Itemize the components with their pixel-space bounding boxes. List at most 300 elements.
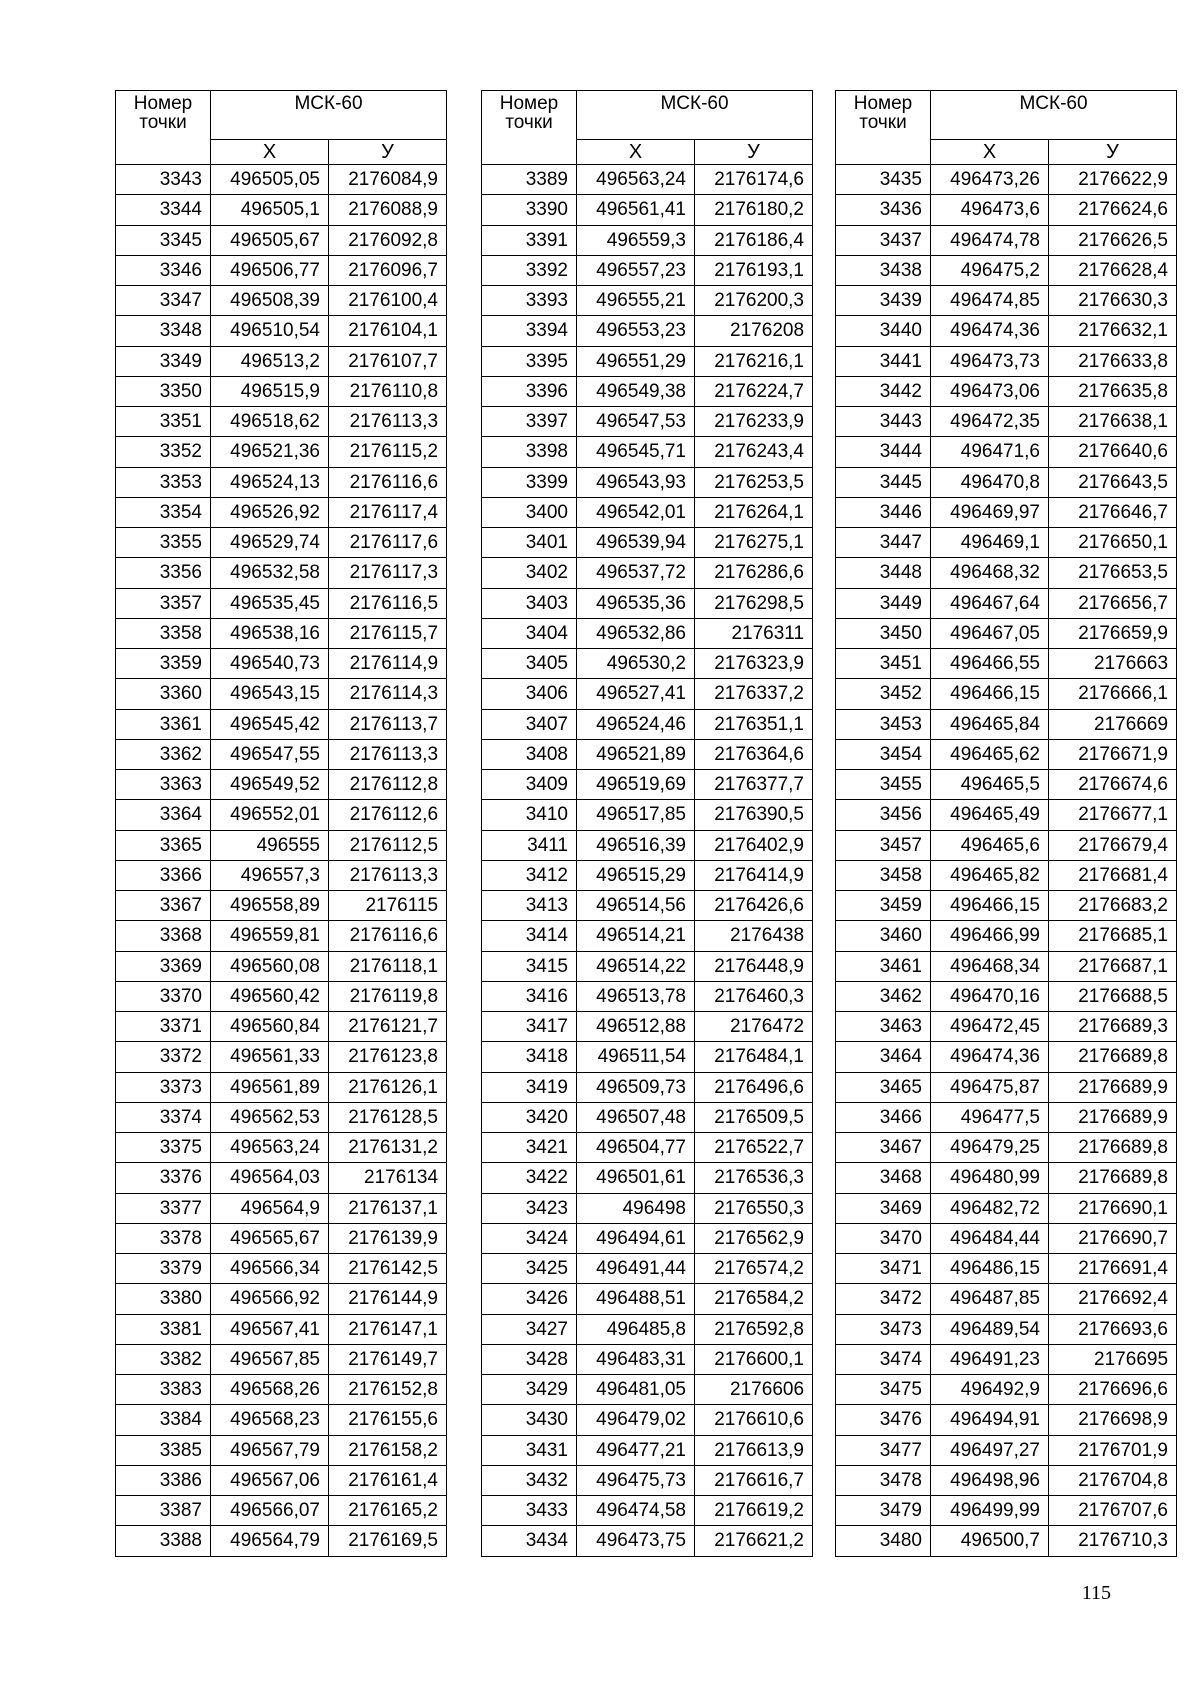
table-row bbox=[836, 1102, 1177, 1132]
x-value-cell: 496465,5 bbox=[931, 770, 1049, 800]
y-value-cell: 2176671,9 bbox=[1049, 739, 1177, 769]
y-value-cell: 2176677,1 bbox=[1049, 800, 1177, 830]
x-value-cell: 496532,86 bbox=[577, 618, 695, 648]
y-value-cell: 2176139,9 bbox=[329, 1223, 447, 1253]
y-value-cell: 2176638,1 bbox=[1049, 407, 1177, 437]
x-value-cell: 496471,6 bbox=[931, 437, 1049, 467]
x-value-cell: 496469,1 bbox=[931, 528, 1049, 558]
x-value-cell: 496568,23 bbox=[211, 1405, 329, 1435]
point-number-cell: 3424 bbox=[482, 1223, 577, 1253]
x-value-cell: 496521,89 bbox=[577, 739, 695, 769]
point-number-cell: 3366 bbox=[116, 860, 211, 890]
x-value-cell: 496473,75 bbox=[577, 1526, 695, 1556]
y-column-header: У bbox=[329, 140, 447, 165]
point-number-cell: 3346 bbox=[116, 255, 211, 285]
x-value-cell: 496479,25 bbox=[931, 1133, 1049, 1163]
x-value-cell: 496483,31 bbox=[577, 1344, 695, 1374]
point-header-line2: точки bbox=[859, 112, 907, 133]
point-number-cell: 3427 bbox=[482, 1314, 577, 1344]
point-number-cell: 3407 bbox=[482, 709, 577, 739]
y-value-cell: 2176689,9 bbox=[1049, 1102, 1177, 1132]
table-row bbox=[836, 1435, 1177, 1465]
x-value-cell: 496551,29 bbox=[577, 346, 695, 376]
x-value-cell: 496465,62 bbox=[931, 739, 1049, 769]
point-number-cell: 3413 bbox=[482, 891, 577, 921]
x-value-cell: 496559,3 bbox=[577, 225, 695, 255]
point-number-cell: 3411 bbox=[482, 830, 577, 860]
x-value-cell: 496474,36 bbox=[931, 316, 1049, 346]
y-value-cell: 2176689,3 bbox=[1049, 1012, 1177, 1042]
y-value-cell: 2176630,3 bbox=[1049, 286, 1177, 316]
table-row bbox=[836, 497, 1177, 527]
y-value-cell: 2176622,9 bbox=[1049, 165, 1177, 195]
point-number-cell: 3353 bbox=[116, 467, 211, 497]
point-number-cell: 3418 bbox=[482, 1042, 577, 1072]
point-number-cell: 3368 bbox=[116, 921, 211, 951]
y-value-cell: 2176113,7 bbox=[329, 709, 447, 739]
point-number-cell: 3398 bbox=[482, 437, 577, 467]
x-value-cell: 496505,1 bbox=[211, 195, 329, 225]
y-value-cell: 2176088,9 bbox=[329, 195, 447, 225]
point-number-header bbox=[836, 91, 931, 165]
table-row bbox=[482, 830, 813, 860]
x-value-cell: 496475,87 bbox=[931, 1072, 1049, 1102]
coordinate-table bbox=[481, 90, 813, 1557]
table-row bbox=[836, 1465, 1177, 1495]
table-row bbox=[116, 1102, 447, 1132]
y-value-cell: 2176659,9 bbox=[1049, 618, 1177, 648]
table-row bbox=[836, 860, 1177, 890]
y-value-cell: 2176100,4 bbox=[329, 286, 447, 316]
table-row bbox=[116, 1284, 447, 1314]
x-value-cell: 496529,74 bbox=[211, 528, 329, 558]
y-value-cell: 2176628,4 bbox=[1049, 255, 1177, 285]
point-number-cell: 3399 bbox=[482, 467, 577, 497]
point-number-cell: 3461 bbox=[836, 951, 931, 981]
x-value-cell: 496508,39 bbox=[211, 286, 329, 316]
y-value-cell: 2176107,7 bbox=[329, 346, 447, 376]
y-value-cell: 2176116,6 bbox=[329, 467, 447, 497]
point-number-cell: 3469 bbox=[836, 1193, 931, 1223]
x-value-cell: 496484,44 bbox=[931, 1223, 1049, 1253]
y-value-cell: 2176619,2 bbox=[695, 1496, 813, 1526]
table-row bbox=[116, 558, 447, 588]
x-value-cell: 496542,01 bbox=[577, 497, 695, 527]
point-number-cell: 3378 bbox=[116, 1223, 211, 1253]
table-row bbox=[482, 376, 813, 406]
point-number-cell: 3406 bbox=[482, 679, 577, 709]
x-value-cell: 496565,67 bbox=[211, 1223, 329, 1253]
point-number-cell: 3476 bbox=[836, 1405, 931, 1435]
point-number-cell: 3458 bbox=[836, 860, 931, 890]
x-value-cell: 496470,8 bbox=[931, 467, 1049, 497]
y-value-cell: 2176137,1 bbox=[329, 1193, 447, 1223]
table-row bbox=[836, 1284, 1177, 1314]
point-number-cell: 3439 bbox=[836, 286, 931, 316]
y-value-cell: 2176128,5 bbox=[329, 1102, 447, 1132]
table-row bbox=[116, 195, 447, 225]
coordinate-table bbox=[835, 90, 1177, 1557]
y-value-cell: 2176131,2 bbox=[329, 1133, 447, 1163]
table-row bbox=[836, 467, 1177, 497]
point-number-cell: 3472 bbox=[836, 1284, 931, 1314]
coordinate-table bbox=[115, 90, 447, 1557]
table-row bbox=[482, 588, 813, 618]
x-value-cell: 496566,92 bbox=[211, 1284, 329, 1314]
table-row bbox=[482, 1012, 813, 1042]
x-column-header: Х bbox=[931, 140, 1049, 165]
point-header-line2: точки bbox=[505, 112, 553, 133]
x-value-cell: 496474,36 bbox=[931, 1042, 1049, 1072]
y-value-cell: 2176460,3 bbox=[695, 981, 813, 1011]
y-value-cell: 2176121,7 bbox=[329, 1012, 447, 1042]
table-row bbox=[482, 497, 813, 527]
y-value-cell: 2176683,2 bbox=[1049, 891, 1177, 921]
table-row bbox=[482, 921, 813, 951]
y-value-cell: 2176536,3 bbox=[695, 1163, 813, 1193]
point-number-cell: 3419 bbox=[482, 1072, 577, 1102]
x-value-cell: 496567,79 bbox=[211, 1435, 329, 1465]
y-value-cell: 2176650,1 bbox=[1049, 528, 1177, 558]
x-value-cell: 496477,21 bbox=[577, 1435, 695, 1465]
x-value-cell: 496518,62 bbox=[211, 407, 329, 437]
y-value-cell: 2176689,8 bbox=[1049, 1163, 1177, 1193]
table-row bbox=[116, 467, 447, 497]
y-value-cell: 2176688,5 bbox=[1049, 981, 1177, 1011]
point-number-cell: 3431 bbox=[482, 1435, 577, 1465]
table-row bbox=[482, 891, 813, 921]
y-value-cell: 2176144,9 bbox=[329, 1284, 447, 1314]
table-row bbox=[482, 1465, 813, 1495]
point-number-cell: 3435 bbox=[836, 165, 931, 195]
y-value-cell: 2176174,6 bbox=[695, 165, 813, 195]
y-value-cell: 2176613,9 bbox=[695, 1435, 813, 1465]
x-value-cell: 496500,7 bbox=[931, 1526, 1049, 1556]
y-value-cell: 2176653,5 bbox=[1049, 558, 1177, 588]
y-value-cell: 2176155,6 bbox=[329, 1405, 447, 1435]
y-value-cell: 2176509,5 bbox=[695, 1102, 813, 1132]
y-value-cell: 2176377,7 bbox=[695, 770, 813, 800]
x-value-cell: 496535,36 bbox=[577, 588, 695, 618]
table-row bbox=[836, 679, 1177, 709]
y-value-cell: 2176666,1 bbox=[1049, 679, 1177, 709]
x-value-cell: 496513,2 bbox=[211, 346, 329, 376]
x-value-cell: 496510,54 bbox=[211, 316, 329, 346]
y-value-cell: 2176117,6 bbox=[329, 528, 447, 558]
table-row bbox=[836, 346, 1177, 376]
x-value-cell: 496481,05 bbox=[577, 1375, 695, 1405]
point-number-cell: 3479 bbox=[836, 1496, 931, 1526]
x-value-cell: 496549,38 bbox=[577, 376, 695, 406]
x-value-cell: 496514,22 bbox=[577, 951, 695, 981]
y-value-cell: 2176113,3 bbox=[329, 860, 447, 890]
table-row bbox=[116, 709, 447, 739]
table-row bbox=[116, 830, 447, 860]
table-row bbox=[116, 649, 447, 679]
x-value-cell: 496557,3 bbox=[211, 860, 329, 890]
point-number-cell: 3463 bbox=[836, 1012, 931, 1042]
y-value-cell: 2176640,6 bbox=[1049, 437, 1177, 467]
x-value-cell: 496474,85 bbox=[931, 286, 1049, 316]
point-number-cell: 3465 bbox=[836, 1072, 931, 1102]
point-number-cell: 3425 bbox=[482, 1254, 577, 1284]
x-value-cell: 496557,23 bbox=[577, 255, 695, 285]
point-number-cell: 3367 bbox=[116, 891, 211, 921]
point-number-cell: 3402 bbox=[482, 558, 577, 588]
x-value-cell: 496466,99 bbox=[931, 921, 1049, 951]
table-row bbox=[116, 618, 447, 648]
y-value-cell: 2176600,1 bbox=[695, 1344, 813, 1374]
y-value-cell: 2176112,5 bbox=[329, 830, 447, 860]
point-number-cell: 3348 bbox=[116, 316, 211, 346]
point-number-cell: 3433 bbox=[482, 1496, 577, 1526]
point-number-cell: 3388 bbox=[116, 1526, 211, 1556]
x-value-cell: 496469,97 bbox=[931, 497, 1049, 527]
x-value-cell: 496474,78 bbox=[931, 225, 1049, 255]
y-value-cell: 2176200,3 bbox=[695, 286, 813, 316]
x-value-cell: 496563,24 bbox=[577, 165, 695, 195]
x-value-cell: 496530,2 bbox=[577, 649, 695, 679]
y-value-cell: 2176096,7 bbox=[329, 255, 447, 285]
point-number-cell: 3444 bbox=[836, 437, 931, 467]
table-row bbox=[482, 528, 813, 558]
x-value-cell: 496504,77 bbox=[577, 1133, 695, 1163]
point-number-cell: 3385 bbox=[116, 1435, 211, 1465]
x-value-cell: 496514,56 bbox=[577, 891, 695, 921]
x-value-cell: 496473,26 bbox=[931, 165, 1049, 195]
y-value-cell: 2176286,6 bbox=[695, 558, 813, 588]
point-number-cell: 3376 bbox=[116, 1163, 211, 1193]
table-row bbox=[836, 1254, 1177, 1284]
table-row bbox=[482, 981, 813, 1011]
x-value-cell: 496472,35 bbox=[931, 407, 1049, 437]
point-number-cell: 3373 bbox=[116, 1072, 211, 1102]
point-header-line1: Номер bbox=[499, 93, 559, 114]
table-row bbox=[116, 1465, 447, 1495]
table-row bbox=[116, 376, 447, 406]
table-row bbox=[116, 316, 447, 346]
table-row bbox=[836, 376, 1177, 406]
table-row bbox=[116, 286, 447, 316]
y-value-cell: 2176116,5 bbox=[329, 588, 447, 618]
y-value-cell: 2176180,2 bbox=[695, 195, 813, 225]
y-value-cell: 2176690,1 bbox=[1049, 1193, 1177, 1223]
table-row bbox=[482, 467, 813, 497]
x-value-cell: 496509,73 bbox=[577, 1072, 695, 1102]
x-value-cell: 496567,06 bbox=[211, 1465, 329, 1495]
y-value-cell: 2176323,9 bbox=[695, 649, 813, 679]
point-number-cell: 3375 bbox=[116, 1133, 211, 1163]
y-value-cell: 2176663 bbox=[1049, 649, 1177, 679]
x-value-cell: 496566,07 bbox=[211, 1496, 329, 1526]
table-row bbox=[116, 770, 447, 800]
y-value-cell: 2176710,3 bbox=[1049, 1526, 1177, 1556]
table-row bbox=[116, 528, 447, 558]
y-value-cell: 2176092,8 bbox=[329, 225, 447, 255]
x-value-cell: 496501,61 bbox=[577, 1163, 695, 1193]
x-value-cell: 496480,99 bbox=[931, 1163, 1049, 1193]
y-column-header: У bbox=[695, 140, 813, 165]
point-number-cell: 3354 bbox=[116, 497, 211, 527]
table-row bbox=[482, 407, 813, 437]
table-row bbox=[116, 346, 447, 376]
table-row bbox=[482, 255, 813, 285]
table-row bbox=[836, 1314, 1177, 1344]
point-number-cell: 3343 bbox=[116, 165, 211, 195]
x-value-cell: 496492,9 bbox=[931, 1375, 1049, 1405]
y-value-cell: 2176264,1 bbox=[695, 497, 813, 527]
table-row bbox=[836, 1375, 1177, 1405]
point-number-cell: 3400 bbox=[482, 497, 577, 527]
x-value-cell: 496566,34 bbox=[211, 1254, 329, 1284]
y-value-cell: 2176115,7 bbox=[329, 618, 447, 648]
x-value-cell: 496482,72 bbox=[931, 1193, 1049, 1223]
table-row bbox=[116, 1344, 447, 1374]
table-row bbox=[116, 1193, 447, 1223]
x-value-cell: 496468,34 bbox=[931, 951, 1049, 981]
y-value-cell: 2176701,9 bbox=[1049, 1435, 1177, 1465]
table-row bbox=[482, 195, 813, 225]
x-value-cell: 496488,51 bbox=[577, 1284, 695, 1314]
x-column-header: Х bbox=[211, 140, 329, 165]
y-value-cell: 2176152,8 bbox=[329, 1375, 447, 1405]
y-value-cell: 2176114,3 bbox=[329, 679, 447, 709]
point-number-cell: 3452 bbox=[836, 679, 931, 709]
point-number-cell: 3393 bbox=[482, 286, 577, 316]
x-value-cell: 496466,15 bbox=[931, 891, 1049, 921]
table-row bbox=[836, 951, 1177, 981]
point-number-cell: 3467 bbox=[836, 1133, 931, 1163]
point-number-cell: 3409 bbox=[482, 770, 577, 800]
table-row bbox=[836, 588, 1177, 618]
y-value-cell: 2176216,1 bbox=[695, 346, 813, 376]
table-row bbox=[482, 951, 813, 981]
point-number-cell: 3369 bbox=[116, 951, 211, 981]
table-row bbox=[116, 1314, 447, 1344]
point-number-cell: 3440 bbox=[836, 316, 931, 346]
point-header-line1: Номер bbox=[133, 93, 193, 114]
point-number-cell: 3380 bbox=[116, 1284, 211, 1314]
y-value-cell: 2176635,8 bbox=[1049, 376, 1177, 406]
x-value-cell: 496560,42 bbox=[211, 981, 329, 1011]
table-row bbox=[116, 1072, 447, 1102]
point-number-header bbox=[116, 91, 211, 165]
point-number-cell: 3457 bbox=[836, 830, 931, 860]
x-value-cell: 496559,81 bbox=[211, 921, 329, 951]
x-value-cell: 496553,23 bbox=[577, 316, 695, 346]
table-row bbox=[836, 891, 1177, 921]
point-number-cell: 3456 bbox=[836, 800, 931, 830]
table-row bbox=[482, 1496, 813, 1526]
y-value-cell: 2176224,7 bbox=[695, 376, 813, 406]
table-row bbox=[836, 1163, 1177, 1193]
table-row bbox=[836, 921, 1177, 951]
table-row bbox=[116, 739, 447, 769]
coordinate-system-header: МСК-60 bbox=[211, 91, 447, 140]
y-value-cell: 2176687,1 bbox=[1049, 951, 1177, 981]
point-number-cell: 3432 bbox=[482, 1465, 577, 1495]
table-row bbox=[116, 588, 447, 618]
y-value-cell: 2176390,5 bbox=[695, 800, 813, 830]
point-number-cell: 3417 bbox=[482, 1012, 577, 1042]
point-number-cell: 3364 bbox=[116, 800, 211, 830]
point-number-cell: 3426 bbox=[482, 1284, 577, 1314]
table-row bbox=[836, 1526, 1177, 1556]
table-row bbox=[116, 1375, 447, 1405]
table-row bbox=[116, 1496, 447, 1526]
point-number-cell: 3421 bbox=[482, 1133, 577, 1163]
x-column-header: Х bbox=[577, 140, 695, 165]
point-number-cell: 3359 bbox=[116, 649, 211, 679]
table-row bbox=[482, 649, 813, 679]
point-number-cell: 3438 bbox=[836, 255, 931, 285]
table-row bbox=[836, 1042, 1177, 1072]
table-row bbox=[482, 1405, 813, 1435]
x-value-cell: 496467,64 bbox=[931, 588, 1049, 618]
y-value-cell: 2176692,4 bbox=[1049, 1284, 1177, 1314]
table-row bbox=[836, 255, 1177, 285]
point-number-cell: 3356 bbox=[116, 558, 211, 588]
x-value-cell: 496555 bbox=[211, 830, 329, 860]
y-value-cell: 2176112,8 bbox=[329, 770, 447, 800]
table-row bbox=[116, 1163, 447, 1193]
x-value-cell: 496489,54 bbox=[931, 1314, 1049, 1344]
x-value-cell: 496465,49 bbox=[931, 800, 1049, 830]
table-row bbox=[482, 709, 813, 739]
point-number-cell: 3443 bbox=[836, 407, 931, 437]
y-value-cell: 2176110,8 bbox=[329, 376, 447, 406]
x-value-cell: 496561,33 bbox=[211, 1042, 329, 1072]
y-value-cell: 2176550,3 bbox=[695, 1193, 813, 1223]
y-value-cell: 2176621,2 bbox=[695, 1526, 813, 1556]
x-value-cell: 496494,61 bbox=[577, 1223, 695, 1253]
table-row bbox=[482, 316, 813, 346]
point-number-cell: 3449 bbox=[836, 588, 931, 618]
x-value-cell: 496516,39 bbox=[577, 830, 695, 860]
point-number-cell: 3447 bbox=[836, 528, 931, 558]
point-number-cell: 3386 bbox=[116, 1465, 211, 1495]
x-value-cell: 496561,89 bbox=[211, 1072, 329, 1102]
y-value-cell: 2176606 bbox=[695, 1375, 813, 1405]
table-row bbox=[836, 709, 1177, 739]
x-value-cell: 496494,91 bbox=[931, 1405, 1049, 1435]
table-row bbox=[482, 1375, 813, 1405]
point-number-cell: 3450 bbox=[836, 618, 931, 648]
point-number-cell: 3395 bbox=[482, 346, 577, 376]
table-row bbox=[116, 407, 447, 437]
table-row bbox=[836, 1405, 1177, 1435]
point-number-cell: 3361 bbox=[116, 709, 211, 739]
y-value-cell: 2176707,6 bbox=[1049, 1496, 1177, 1526]
point-number-cell: 3362 bbox=[116, 739, 211, 769]
table-row bbox=[836, 800, 1177, 830]
point-number-cell: 3428 bbox=[482, 1344, 577, 1374]
y-value-cell: 2176084,9 bbox=[329, 165, 447, 195]
point-number-cell: 3412 bbox=[482, 860, 577, 890]
y-value-cell: 2176158,2 bbox=[329, 1435, 447, 1465]
y-value-cell: 2176142,5 bbox=[329, 1254, 447, 1284]
x-value-cell: 496515,29 bbox=[577, 860, 695, 890]
x-value-cell: 496562,53 bbox=[211, 1102, 329, 1132]
table-row bbox=[482, 558, 813, 588]
table-row bbox=[482, 437, 813, 467]
point-number-cell: 3390 bbox=[482, 195, 577, 225]
table-row bbox=[482, 1526, 813, 1556]
point-number-cell: 3360 bbox=[116, 679, 211, 709]
point-number-cell: 3350 bbox=[116, 376, 211, 406]
point-number-cell: 3466 bbox=[836, 1102, 931, 1132]
table-row bbox=[836, 1133, 1177, 1163]
